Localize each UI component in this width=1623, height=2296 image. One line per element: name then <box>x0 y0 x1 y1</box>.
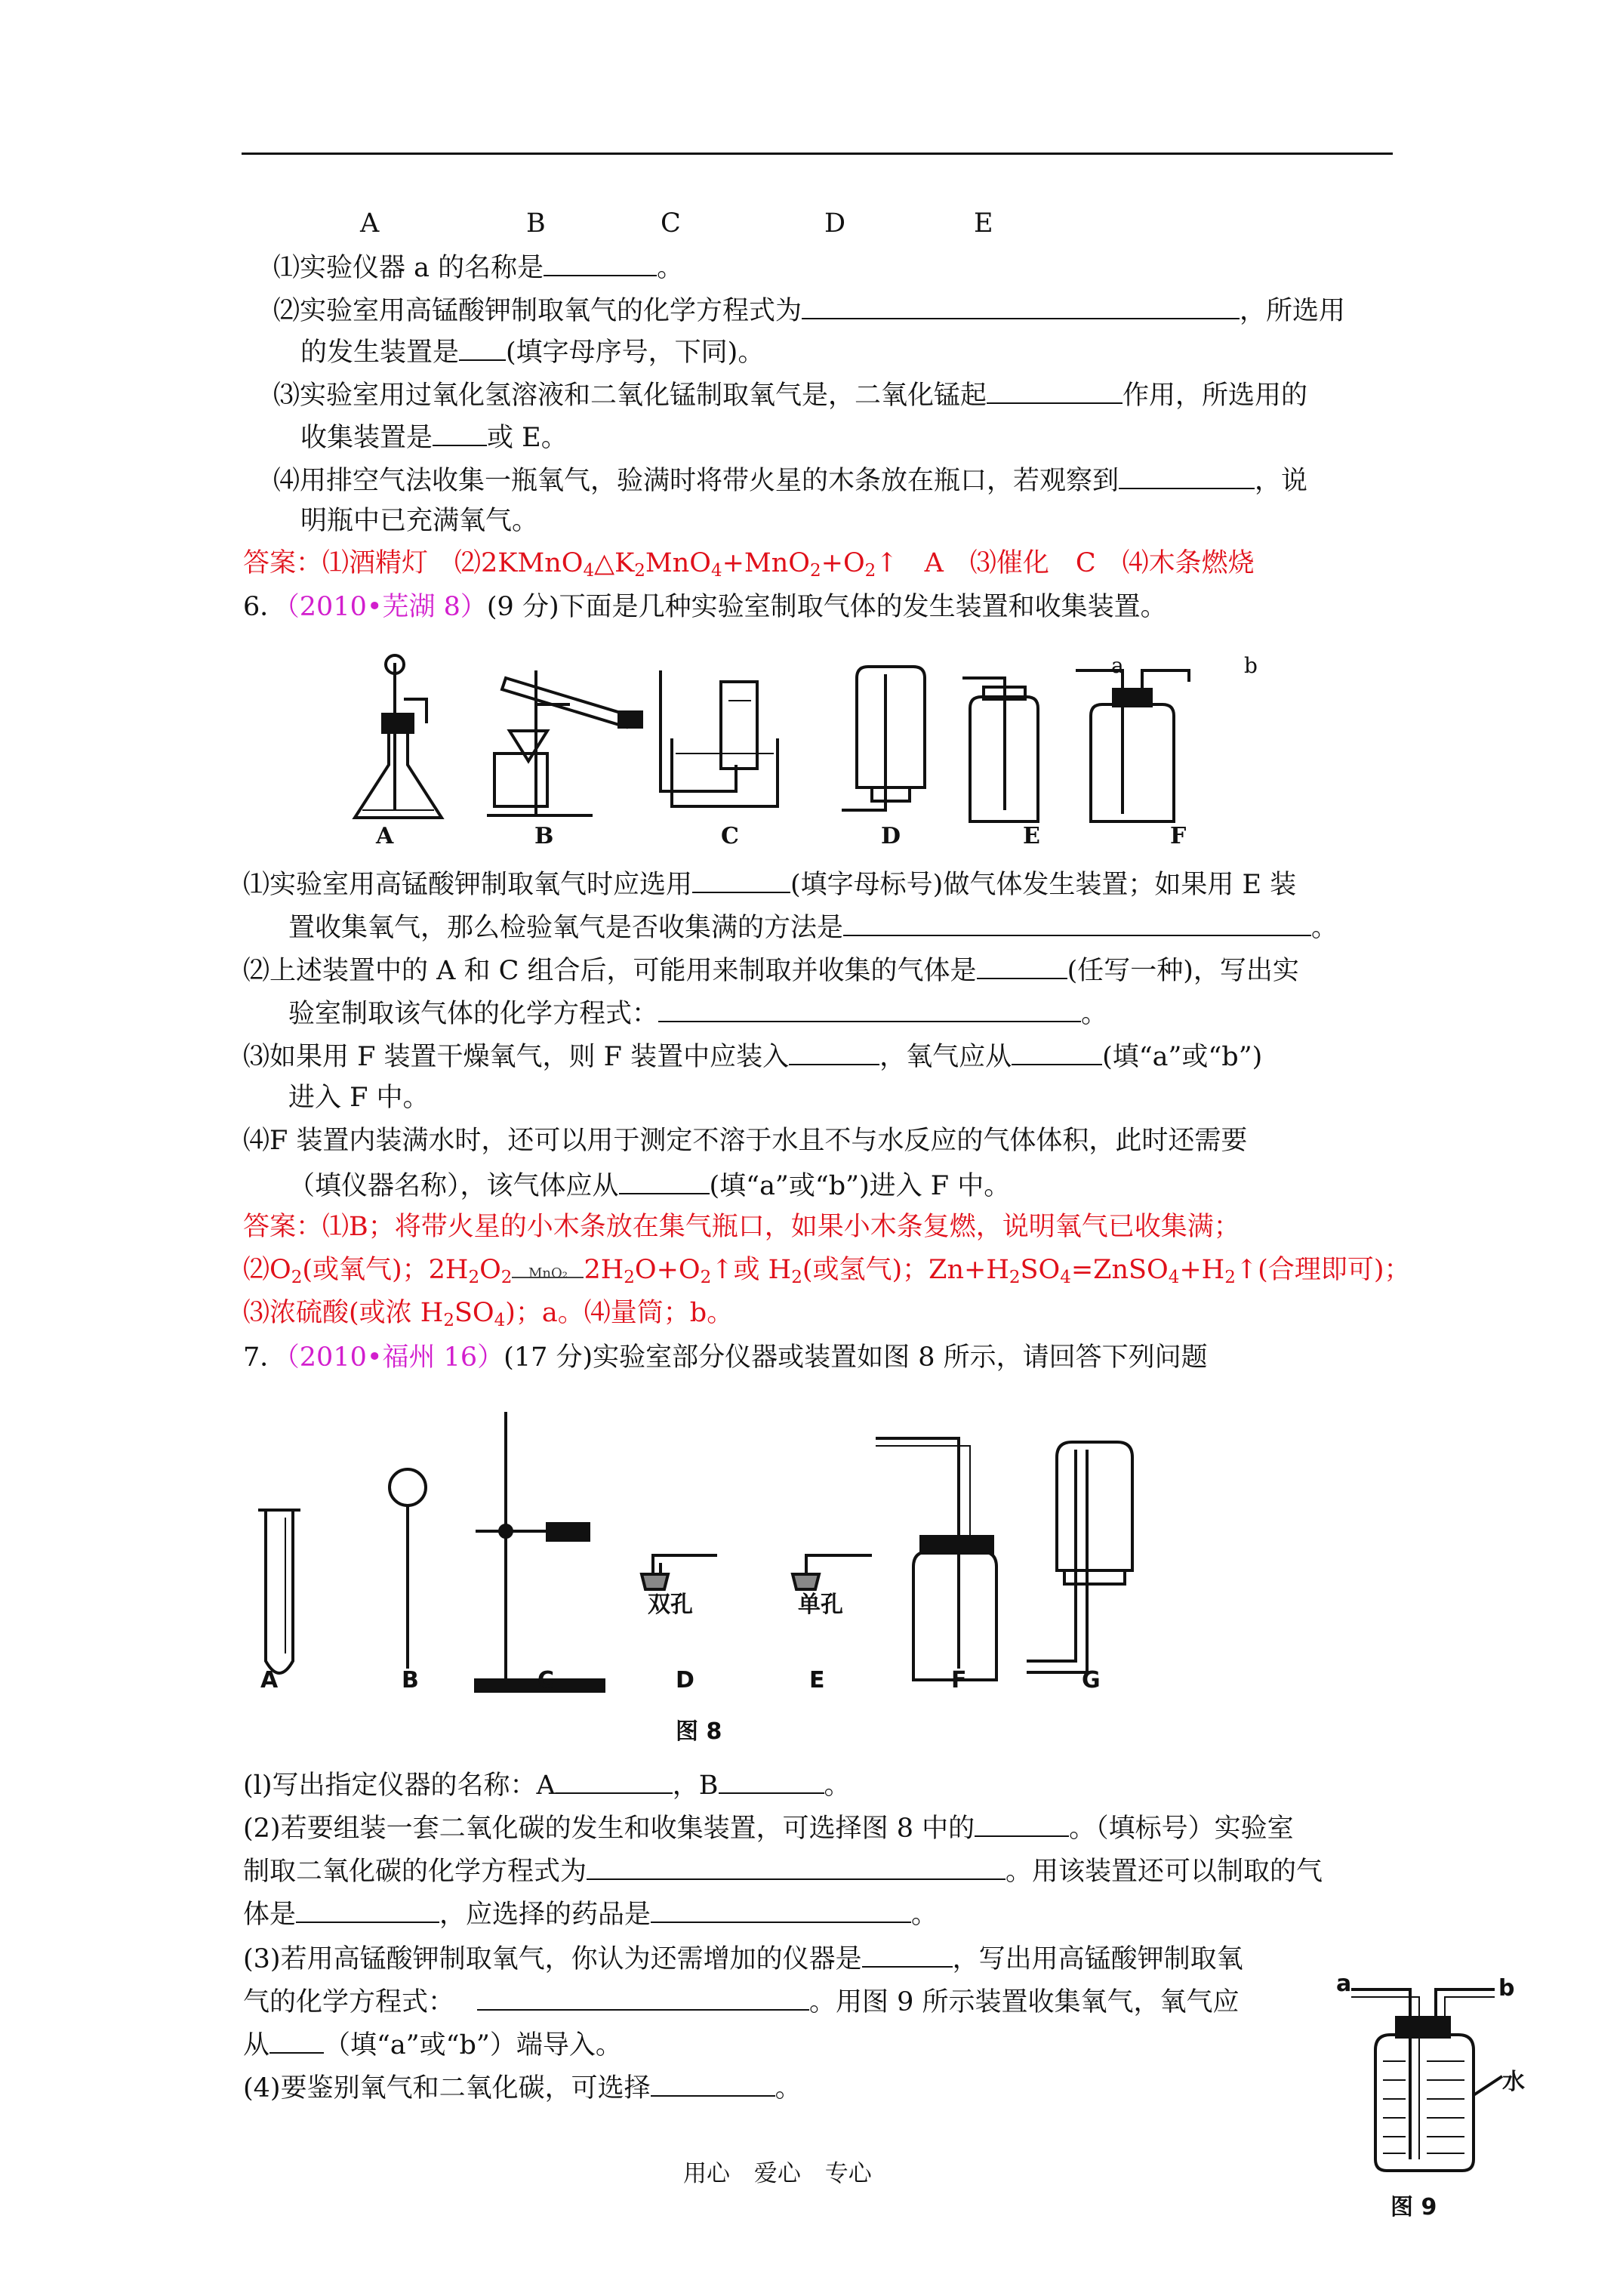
q7-item-2-cont: 制取二氧化碳的化学方程式为 。用该装置还可以制取的气 <box>243 1853 1323 1888</box>
q7-e-one-hole-label: 单孔 <box>798 1592 843 1618</box>
answer-blank[interactable] <box>433 419 487 446</box>
q6-fig-label-f: F <box>1170 823 1187 849</box>
answer-blank[interactable] <box>987 377 1123 404</box>
q7-item-1: (l)写出指定仪器的名称：A ，B 。 <box>243 1767 851 1802</box>
header-rule <box>242 153 1393 155</box>
apparatus-e-one-hole-stopper <box>793 1555 872 1589</box>
q5-item-3: ⑶实验室用过氧化氢溶液和二氧化锰制取氧气是，二氧化锰起 作用，所选用的 <box>273 377 1307 412</box>
q6-fig-b-label: b <box>1244 653 1258 678</box>
answer-blank[interactable] <box>658 995 1081 1022</box>
q5-letter-b: B <box>526 208 546 239</box>
answer-blank[interactable] <box>544 249 657 276</box>
answer-blank[interactable] <box>651 1896 911 1923</box>
q7-heading: 7．（2010•福州 16）(17 分)实验室部分仪器或装置如图 8 所示，请回答下列问题 <box>243 1342 1208 1373</box>
answer-blank[interactable] <box>587 1853 1006 1880</box>
q7-item-2: (2)若要组装一套二氧化碳的发生和收集装置，可选择图 8 中的 。（填标号）实验室 <box>243 1810 1294 1845</box>
answer-blank[interactable] <box>556 1767 673 1794</box>
q7-fig-label-g: G <box>1082 1667 1101 1693</box>
q7-figure-8 <box>249 1404 1155 1691</box>
answer-blank[interactable] <box>802 292 1240 319</box>
q6-item-3: ⑶如果用 F 装置干燥氧气，则 F 装置中应装入 ，氧气应从 (填“a”或“b”) <box>243 1038 1262 1074</box>
q7-fig-label-d: D <box>676 1667 694 1693</box>
q7-fig9-b-label: b <box>1498 1975 1515 2002</box>
answer-blank[interactable] <box>269 2026 324 2054</box>
apparatus-e-gas-bottle <box>962 678 1038 821</box>
apparatus-c-water-trough <box>661 670 778 806</box>
q7-fig-label-e: E <box>809 1667 825 1693</box>
answer-blank[interactable] <box>977 952 1067 979</box>
apparatus-f-gas-bottle <box>876 1438 996 1680</box>
q6-answer-3: ⑶浓硫酸(或浓 $H_2SO_4$)；a。⑷量筒；b。 <box>243 1298 734 1330</box>
apparatus-c-iron-stand <box>476 1412 604 1691</box>
apparatus-g-inverted-bottle <box>1027 1442 1132 1672</box>
q6-item-3-cont: 进入 F 中。 <box>288 1083 430 1113</box>
answer-blank[interactable] <box>1012 1038 1102 1065</box>
q6-heading: 6．（2010•芜湖 8）(9 分)下面是几种实验室制取气体的发生装置和收集装置。 <box>243 592 1167 622</box>
q7-fig-label-c: C <box>537 1667 555 1693</box>
apparatus-d-two-hole-stopper <box>642 1555 717 1589</box>
apparatus-d-inverted-bottle <box>842 667 925 810</box>
q5-item-1: ⑴实验仪器 a 的名称是 。 <box>273 249 683 285</box>
q7-figure-8-caption: 图 8 <box>676 1718 722 1745</box>
q5-item-4: ⑷用排空气法收集一瓶氧气，验满时将带火星的木条放在瓶口，若观察到 ，说 <box>273 462 1307 498</box>
answer-blank[interactable] <box>619 1167 710 1194</box>
answer-blank[interactable] <box>651 2069 775 2097</box>
q5-letter-a: A <box>360 208 380 239</box>
q7-figure-9-caption: 图 9 <box>1390 2194 1437 2220</box>
answer-blank[interactable] <box>1119 462 1255 489</box>
q6-item-2-cont: 验室制取该气体的化学方程式： 。 <box>288 995 1107 1031</box>
q6-fig-label-c: C <box>721 823 739 849</box>
q5-item-4-cont: 明瓶中已充满氧气。 <box>300 506 539 536</box>
page-footer: 用心 爱心 专心 <box>683 2160 872 2187</box>
q6-apparatus-figure <box>343 648 1325 852</box>
q6-item-1-cont: 置收集氧气，那么检验氧气是否收集满的方法是 。 <box>288 909 1338 945</box>
q7-fig9-water-label: 水 <box>1502 2069 1525 2095</box>
q7-item-3-cont-2: 从 （填“a”或“b”）端导入。 <box>243 2026 622 2062</box>
q7-d-two-hole-label: 双孔 <box>648 1592 693 1618</box>
q7-item-3-cont: 气的化学方程式： 。用图 9 所示装置收集氧气，氧气应 <box>243 1983 1240 2019</box>
q7-item-3: (3)若用高锰酸钾制取氧气，你认为还需增加的仪器是 ，写出用高锰酸钾制取氧 <box>243 1940 1243 1976</box>
apparatus-f-washing-bottle <box>1076 670 1189 821</box>
q6-answer-2: $⑵O_2$(或氧气)；$2H_2O_2$ MnO₂ $2H_2O+O_2↑$或 $H_2$(或氢气)；$Zn+H_2SO_4=ZnSO_4+H_2↑$(合理即可)； <box>243 1255 1411 1287</box>
q7-fig-label-b: B <box>402 1667 419 1693</box>
q7-item-2-cont-2: 体是 ，应选择的药品是 。 <box>243 1896 938 1931</box>
answer-blank[interactable] <box>975 1810 1069 1837</box>
apparatus-b-long-neck-funnel <box>390 1469 426 1669</box>
q7-item-4: (4)要鉴别氧气和二氧化碳，可选择 。 <box>243 2069 802 2105</box>
q6-item-4-cont: （填仪器名称），该气体应从 (填“a”或“b”)进入 F 中。 <box>288 1167 1010 1203</box>
answer-blank[interactable] <box>692 866 790 893</box>
q6-item-1: ⑴实验室用高锰酸钾制取氧气时应选用 (填字母标号)做气体发生装置；如果用 E 装 <box>243 866 1296 901</box>
q7-figure-9 <box>1351 1955 1517 2182</box>
q6-fig-label-e: E <box>1023 823 1040 849</box>
apparatus-b-heated-tube <box>487 670 642 815</box>
q5-letter-e: E <box>974 208 993 239</box>
q5-answer: 答案：⑴酒精灯 $⑵2KMnO_4\triangle K_2MnO_4+MnO_2+O_2↑$ A ⑶催化 C ⑷木条燃烧 <box>243 548 1255 581</box>
answer-blank[interactable] <box>296 1896 439 1923</box>
q6-fig-a-label: a <box>1111 653 1124 678</box>
answer-blank[interactable] <box>459 334 506 361</box>
q6-item-2: ⑵上述装置中的 A 和 C 组合后，可能用来制取并收集的气体是 (任写一种)，写出实 <box>243 952 1299 988</box>
q5-letter-c: C <box>661 208 681 239</box>
q5-item-2-cont: 的发生装置是 (填字母序号，下同)。 <box>300 334 764 369</box>
q5-item-3-cont: 收集装置是 或 E。 <box>300 419 568 455</box>
q5-letter-d: D <box>824 208 846 239</box>
answer-blank[interactable] <box>862 1940 953 1968</box>
q6-answer-1: 答案：⑴B；将带火星的小木条放在集气瓶口，如果小木条复燃，说明氧气已收集满； <box>243 1212 1240 1242</box>
q7-fig-label-a: A <box>260 1667 279 1693</box>
answer-blank[interactable] <box>789 1038 879 1065</box>
q5-item-2: ⑵实验室用高锰酸钾制取氧气的化学方程式为 ，所选用 <box>273 292 1345 328</box>
answer-blank[interactable] <box>477 1983 809 2011</box>
answer-blank[interactable] <box>843 909 1311 936</box>
q6-fig-label-d: D <box>881 823 901 849</box>
apparatus-a-test-tube <box>258 1510 300 1673</box>
q6-fig-label-b: B <box>534 823 554 849</box>
q7-fig-label-f: F <box>951 1667 967 1693</box>
answer-blank[interactable] <box>719 1767 824 1794</box>
q7-fig9-a-label: a <box>1336 1971 1352 1997</box>
q6-item-4: ⑷F 装置内装满水时，还可以用于测定不溶于水且不与水反应的气体体积，此时还需要 <box>243 1126 1248 1156</box>
q6-fig-label-a: A <box>376 823 394 849</box>
catalyst-arrow: MnO₂ <box>512 1259 584 1278</box>
apparatus-a-conical-flask <box>355 655 442 818</box>
